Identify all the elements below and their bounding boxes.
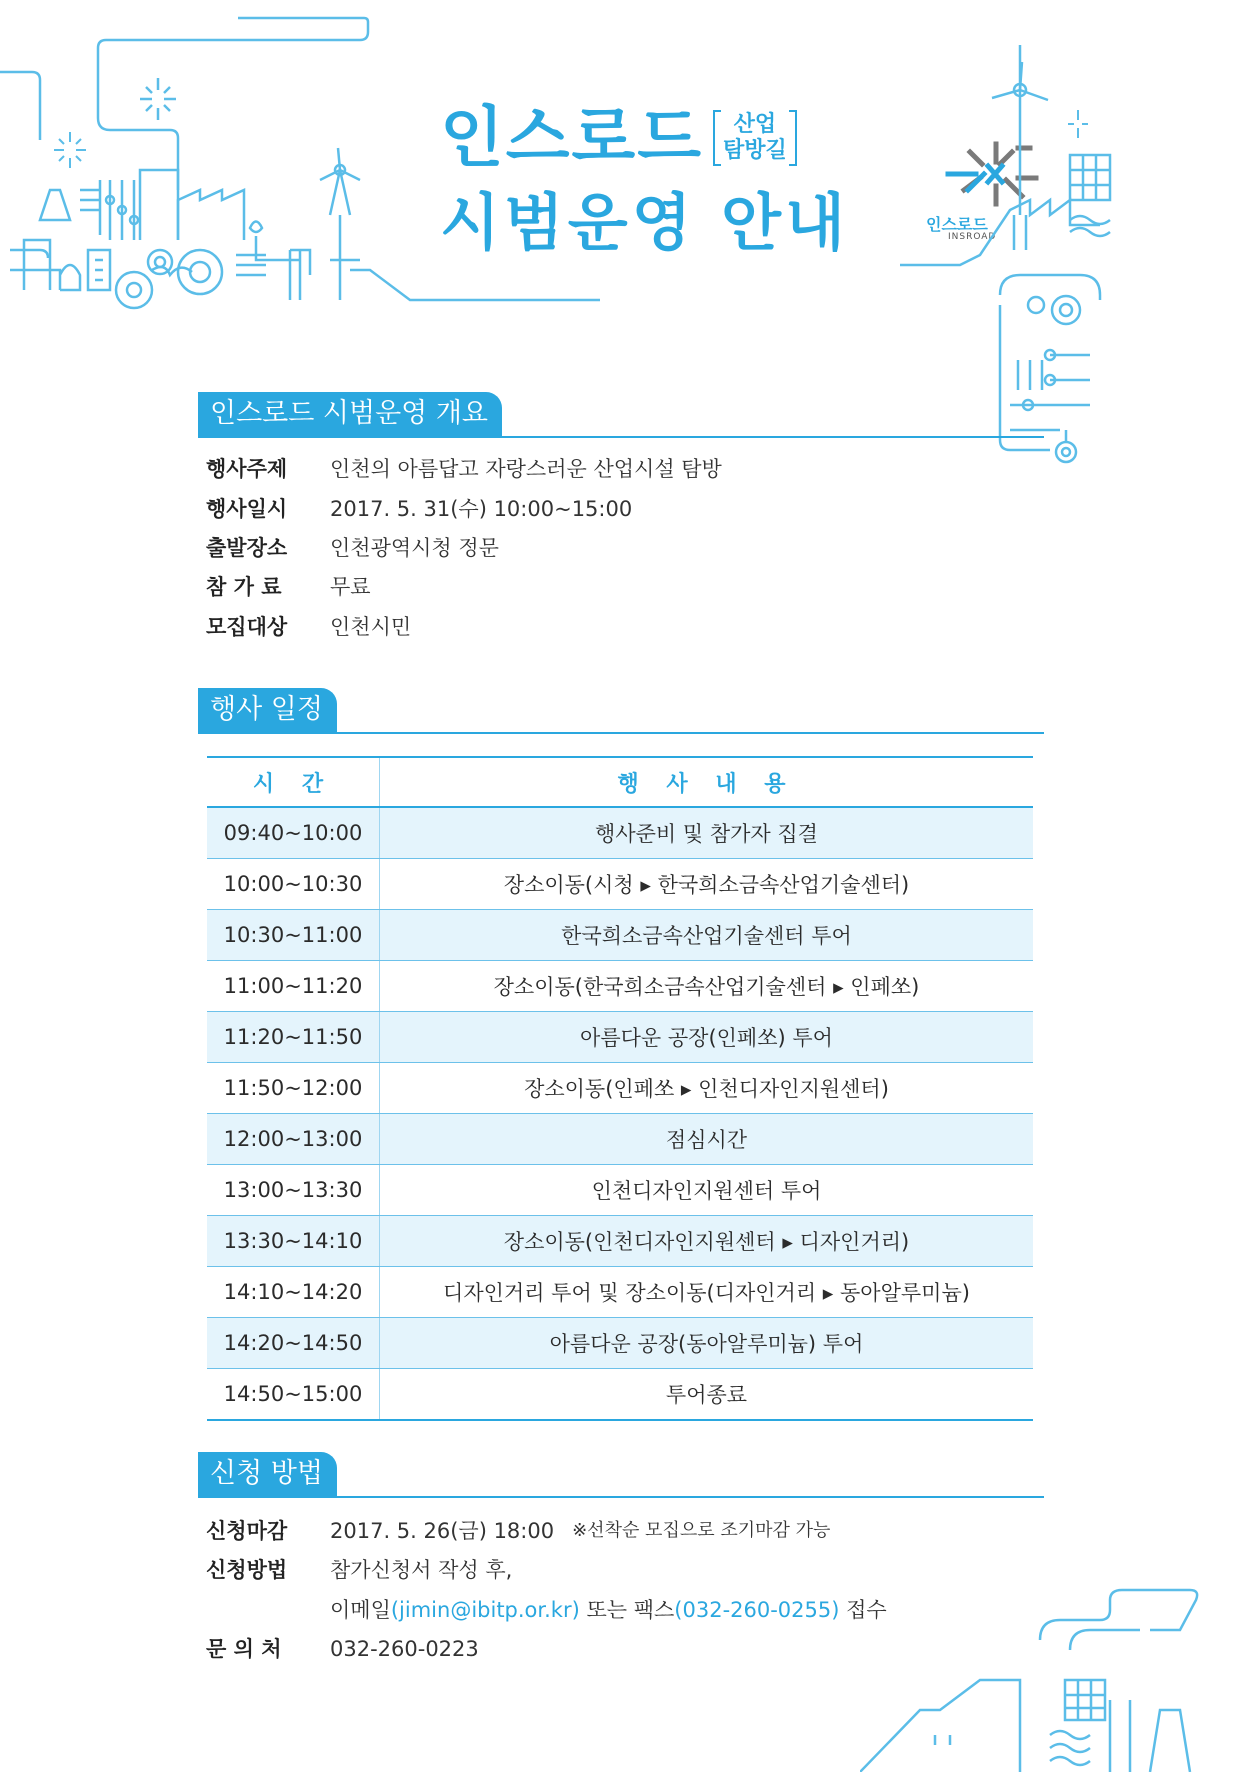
schedule-heading: 행사 일정 (198, 688, 337, 732)
info-label: 출발장소 (206, 536, 288, 560)
content-cell: 장소이동(한국희소금속산업기술센터 ▸ 인페쏘) (380, 961, 1034, 1012)
content-cell: 장소이동(인페쏘 ▸ 인천디자인지원센터) (380, 1063, 1034, 1114)
content-cell: 투어종료 (380, 1369, 1034, 1421)
title-subtitle (713, 110, 797, 166)
table-header-row (207, 757, 1033, 807)
title-sub-line1: 산업 (733, 112, 777, 137)
or-fax-text: 또는 팩스 (586, 1598, 675, 1622)
info-row-theme (206, 456, 722, 482)
content-cell: 장소이동(시청 ▸ 한국희소금속산업기술센터) (380, 859, 1034, 910)
time-cell: 10:00~10:30 (207, 859, 380, 910)
table-row (207, 1369, 1033, 1421)
apply-row-method-contact (206, 1597, 887, 1623)
info-label: 문 의 처 (206, 1637, 282, 1661)
time-cell: 14:20~14:50 (207, 1318, 380, 1369)
time-cell: 12:00~13:00 (207, 1114, 380, 1165)
schedule-table (207, 756, 1033, 1421)
time-cell: 11:20~11:50 (207, 1012, 380, 1063)
info-row-fee (206, 574, 371, 600)
table-row (207, 1267, 1033, 1318)
info-row-date (206, 496, 632, 522)
info-value: 인천시민 (330, 615, 412, 639)
info-value: 인천의 아름답고 자랑스러운 산업시설 탐방 (330, 457, 722, 481)
info-label: 신청마감 (206, 1519, 288, 1543)
info-label: 신청방법 (206, 1558, 288, 1582)
content-cell: 장소이동(인천디자인지원센터 ▸ 디자인거리) (380, 1216, 1034, 1267)
title-sub-line2: 탐방길 (723, 138, 787, 163)
industrial-illustration-bottom-right (860, 1570, 1243, 1772)
column-header-time: 시 간 (207, 757, 380, 807)
column-header-content: 행 사 내 용 (380, 757, 1034, 807)
deadline-note: ※선착순 모집으로 조기마감 가능 (572, 1520, 831, 1541)
info-label: 참 가 료 (206, 575, 282, 599)
table-row (207, 1012, 1033, 1063)
table-row (207, 859, 1033, 910)
time-cell: 09:40~10:00 (207, 807, 380, 859)
overview-heading: 인스로드 시범운영 개요 (198, 392, 502, 436)
time-cell: 11:50~12:00 (207, 1063, 380, 1114)
time-cell: 11:00~11:20 (207, 961, 380, 1012)
receipt-text: 접수 (846, 1598, 887, 1622)
info-value: 인천광역시청 정문 (330, 536, 499, 560)
table-row (207, 1165, 1033, 1216)
table-row (207, 1216, 1033, 1267)
info-row-target (206, 614, 411, 640)
contact-value: 032-260-0223 (330, 1637, 479, 1661)
content-cell: 아름다운 공장(인페쏘) 투어 (380, 1012, 1034, 1063)
apply-section-header (198, 1448, 1044, 1498)
content-cell: 인천디자인지원센터 투어 (380, 1165, 1034, 1216)
info-label: 행사일시 (206, 497, 288, 521)
apply-heading: 신청 방법 (198, 1452, 337, 1496)
apply-row-contact (206, 1636, 479, 1662)
info-row-departure (206, 535, 499, 561)
time-cell: 13:00~13:30 (207, 1165, 380, 1216)
time-cell: 14:50~15:00 (207, 1369, 380, 1421)
table-row (207, 910, 1033, 961)
overview-section-header (198, 388, 1044, 438)
time-cell: 10:30~11:00 (207, 910, 380, 961)
fax-number: (032-260-0255) (674, 1598, 840, 1622)
deadline-value: 2017. 5. 26(금) 18:00 (330, 1519, 555, 1543)
schedule-section-header (198, 684, 1044, 734)
info-label: 모집대상 (206, 615, 288, 639)
apply-row-method (206, 1557, 512, 1583)
content-cell: 디자인거리 투어 및 장소이동(디자인거리 ▸ 동아알루미늄) (380, 1267, 1034, 1318)
content-cell: 아름다운 공장(동아알루미늄) 투어 (380, 1318, 1034, 1369)
table-row (207, 1063, 1033, 1114)
table-row (207, 807, 1033, 859)
apply-row-deadline (206, 1518, 830, 1544)
content-cell: 한국희소금속산업기술센터 투어 (380, 910, 1034, 961)
info-label: 행사주제 (206, 457, 288, 481)
logo-text: 인스로드 (926, 215, 988, 234)
title-block (440, 98, 860, 262)
page-title: 인스로드 (440, 99, 704, 176)
content-cell: 점심시간 (380, 1114, 1034, 1165)
info-value: 2017. 5. 31(수) 10:00~15:00 (330, 497, 633, 521)
page-title-line2: 시범운영 안내 (440, 186, 849, 259)
table-row (207, 961, 1033, 1012)
table-row (207, 1318, 1033, 1369)
time-cell: 13:30~14:10 (207, 1216, 380, 1267)
email-link[interactable]: (jimin@ibitp.or.kr) (390, 1598, 580, 1622)
content-cell: 행사준비 및 참가자 집결 (380, 807, 1034, 859)
table-row (207, 1114, 1033, 1165)
method-line1: 참가신청서 작성 후, (330, 1558, 513, 1582)
logo-text-english: INSROAD (948, 232, 997, 242)
email-prefix: 이메일 (330, 1598, 391, 1622)
info-value: 무료 (330, 575, 371, 599)
time-cell: 14:10~14:20 (207, 1267, 380, 1318)
